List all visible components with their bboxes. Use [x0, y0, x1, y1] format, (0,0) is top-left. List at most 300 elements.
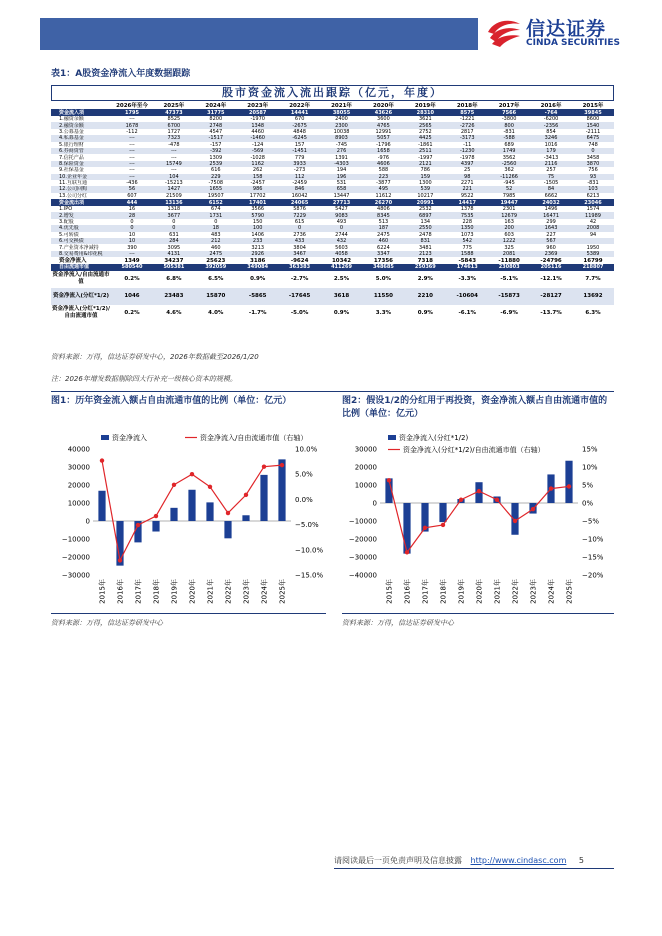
table-cell: 150: [252, 219, 263, 226]
table-cell: 2301: [502, 206, 516, 213]
table-cell: -831: [503, 128, 515, 135]
table-cell: 39845: [572, 109, 614, 116]
table-cell: 3186: [250, 257, 266, 264]
table-cell: -1.7%: [248, 310, 267, 317]
table-cell: -588: [488, 135, 530, 141]
y-left-tick-label: −30000: [348, 553, 377, 562]
table-cell: -5.0%: [290, 310, 309, 317]
line-point: [531, 507, 535, 511]
table-cell: 0: [153, 225, 195, 231]
table-cell: -2560: [488, 161, 530, 167]
table-cell: 411269: [321, 264, 363, 270]
column-header: [51, 102, 111, 109]
table-cell: 221: [446, 186, 488, 192]
table-cell: -5843: [458, 257, 477, 264]
header-bar: [40, 18, 478, 50]
bar: [98, 491, 105, 521]
table-cell: 4848: [293, 128, 306, 135]
table-cell: 3562: [502, 154, 516, 161]
table-cell: 19447: [488, 199, 530, 206]
table-cell: -11880: [498, 257, 520, 264]
table-cell: 7535: [446, 212, 488, 218]
table-cell: -6.9%: [500, 310, 518, 317]
table-cell: 1350: [446, 225, 488, 231]
y-right-tick-label: −15%: [582, 553, 604, 562]
table-cell: 223: [362, 174, 404, 180]
legend-bar-label: 资金净流入(分红*1/2): [399, 434, 469, 442]
table-cell: 10038: [333, 128, 350, 135]
table-cell: 196: [321, 174, 363, 180]
y-left-tick-label: −30000: [61, 571, 90, 580]
table-cell: -1978: [459, 154, 475, 161]
table-cell: 7566: [488, 109, 530, 116]
y-left-tick-label: 30000: [354, 445, 377, 454]
x-tick-label: 2020年: [475, 579, 484, 604]
table-cell: -6245: [279, 135, 321, 141]
table-cell: 4806: [377, 206, 390, 213]
table-cell: 6662: [544, 192, 558, 199]
table-cell: 94: [589, 231, 597, 238]
table-cell: -11: [463, 141, 472, 148]
table-cell: -3800: [501, 116, 517, 123]
table-cell: 4397: [446, 161, 488, 167]
table-cell: 25: [464, 167, 471, 174]
table-cell: 5790: [237, 212, 279, 218]
table-cell: -392: [195, 148, 237, 154]
x-tick-label: 2023年: [529, 579, 538, 604]
line-point: [100, 458, 104, 462]
table-cell: 4131: [153, 251, 195, 257]
table-cell: 284: [153, 238, 195, 244]
table-cell: 10: [128, 231, 136, 238]
table-cell: 5057: [362, 135, 404, 141]
table-cell: 800: [488, 122, 530, 128]
table-cell: 2539: [195, 161, 237, 167]
brand-name-cn: 信达证券: [526, 18, 607, 40]
x-tick-label: 2021年: [206, 579, 215, 604]
table-cell: 1574: [586, 206, 600, 213]
table-cell: 2081: [488, 251, 530, 257]
figure1-title: 图1：历年资金流入额占自由流通市值的比例（单位：亿元）: [51, 396, 292, 406]
table-cell: 2116: [530, 161, 572, 167]
table-cell: 187: [362, 225, 404, 231]
table-cell: -15213: [165, 180, 183, 187]
table-cell: 27713: [321, 199, 363, 206]
table-cell: 2.5%: [333, 276, 350, 283]
y-right-tick-label: 0%: [582, 499, 594, 508]
table-cell: ---: [111, 161, 153, 167]
table-cell: 1162: [237, 161, 279, 167]
table-cell: 6897: [404, 212, 446, 218]
table-cell: 0.9%: [333, 310, 350, 317]
table-cell: 10342: [331, 257, 352, 264]
table-cell: 567: [530, 238, 572, 244]
table-cell: -2356: [530, 122, 572, 128]
table-cell: 230803: [488, 264, 530, 270]
line-point: [567, 484, 571, 488]
table-cell: 42: [589, 219, 597, 226]
table-cell: -478: [168, 141, 180, 148]
table-cell: 580540: [111, 264, 153, 270]
table-cell: -1230: [446, 148, 488, 154]
row-label: 3.配股: [59, 219, 74, 226]
table-cell: 0: [214, 219, 218, 226]
table-cell: -5.1%: [500, 276, 518, 283]
table-cell: 47373: [153, 109, 195, 116]
table-cell: 4547: [209, 128, 223, 135]
table-cell: 748: [588, 141, 598, 148]
footer-url-link[interactable]: http://www.cindasc.com: [470, 856, 567, 865]
table-cell: 986: [237, 186, 279, 192]
table-cell: ---: [171, 154, 177, 161]
table-cell: 299: [546, 219, 556, 226]
x-tick-label: 2024年: [547, 579, 556, 604]
table-cell: 227: [546, 231, 556, 238]
table-cell: 2210: [404, 288, 446, 305]
table-cell: 257: [546, 167, 556, 174]
table-cell: -745: [335, 141, 348, 148]
table-cell: 2008: [572, 225, 614, 231]
line-point: [208, 485, 212, 489]
table-cell: 98: [446, 174, 488, 180]
y-right-tick-label: −5%: [582, 517, 599, 526]
table-cell: 11550: [362, 288, 404, 305]
table-cell: 363383: [279, 264, 321, 270]
table-note: 注：2026年增发数据剔除四大行补充一级核心资本的规模。: [51, 375, 237, 383]
table-cell: 2300: [321, 122, 363, 128]
table-cell: 1300: [418, 180, 432, 187]
table-cell: 846: [279, 186, 321, 192]
column-header: 2020年: [373, 102, 394, 109]
table-cell: ---: [129, 154, 135, 161]
table-cell: 444: [111, 199, 153, 206]
table-cell: 6224: [377, 244, 390, 251]
table-cell: -2111: [585, 128, 601, 135]
table-cell: 13447: [333, 192, 350, 199]
table-cell: -764: [530, 109, 572, 116]
table-cell: 34237: [164, 257, 184, 264]
table-cell: 3095: [167, 244, 181, 251]
table-cell: 1046: [111, 288, 153, 305]
y-left-tick-label: 20000: [67, 481, 90, 490]
legend-line-label: 资金净流入(分红*1/2)/自由流通市值（右轴）: [403, 446, 545, 454]
table-cell: 5389: [572, 251, 614, 257]
x-tick-label: 2016年: [403, 579, 412, 604]
table-cell: -12.1%: [540, 276, 562, 283]
row-label: 自由流通市值: [51, 264, 111, 270]
table-cell: 2.9%: [417, 276, 433, 283]
table-cell: 4606: [362, 161, 404, 167]
table-cell: ---: [111, 148, 153, 154]
table-cell: 104: [153, 174, 195, 180]
table-header-row: [51, 102, 614, 109]
table-cell: 157: [294, 141, 305, 148]
table-row: [51, 288, 614, 305]
x-tick-label: 2018年: [152, 579, 161, 604]
table-cell: -2726: [446, 122, 488, 128]
bar: [206, 502, 213, 521]
table-cell: ---: [129, 167, 135, 174]
table-cell: -9624: [290, 257, 309, 264]
y-right-tick-label: 5.0%: [295, 470, 313, 479]
table-cell: 17356: [373, 257, 393, 264]
table-cell: 3467: [279, 251, 321, 257]
y-right-tick-label: −15.0%: [295, 571, 324, 580]
table-cell: 194: [336, 167, 347, 174]
table-cell: 7.7%: [585, 276, 601, 283]
line-point: [495, 498, 499, 502]
row-label: 5.银行理财: [59, 141, 84, 148]
table-row: [51, 199, 614, 206]
table-cell: 1678: [111, 122, 153, 128]
table-cell: 539: [404, 186, 446, 192]
table-cell: 607: [127, 192, 137, 199]
table-cell: -976: [377, 154, 390, 161]
table-cell: 2736: [293, 231, 306, 238]
table-cell: 1016: [544, 141, 558, 148]
table-cell: 3347: [362, 251, 404, 257]
table-cell: ---: [129, 141, 135, 148]
table-cell: 16471: [530, 212, 572, 218]
row-label: 资金净流入(分红*1/2): [51, 288, 111, 305]
table-cell: 56: [111, 186, 153, 192]
table-cell: 531: [336, 180, 347, 187]
table-cell: 6.3%: [585, 310, 601, 317]
table-cell: 460: [211, 244, 221, 251]
row-label: 3.公募基金: [59, 128, 84, 135]
y-right-tick-label: −20%: [582, 571, 604, 580]
legend-bar-label: 资金净流入: [112, 434, 147, 442]
x-tick-label: 2019年: [457, 579, 466, 604]
line-point: [244, 493, 248, 497]
table-cell: 12679: [488, 212, 530, 218]
x-tick-label: 2023年: [242, 579, 251, 604]
table-cell: 179: [530, 148, 572, 154]
table-cell: 43626: [362, 109, 404, 116]
table-cell: 20991: [404, 199, 446, 206]
row-label: 9.社保基金: [59, 167, 84, 174]
table-cell: 233: [237, 238, 279, 244]
table-cell: 3677: [153, 212, 195, 218]
table-cell: -1028: [250, 154, 265, 161]
table-cell: 6152: [195, 199, 237, 206]
figure2-source: 资料来源：万得，信达证券研发中心: [342, 619, 454, 627]
table-cell: 4765: [362, 122, 404, 128]
table-cell: 0.2%: [124, 310, 140, 317]
line-point: [387, 478, 391, 482]
table-cell: 2369: [530, 251, 572, 257]
table-cell: 6700: [153, 122, 195, 128]
table-cell: 14441: [279, 109, 321, 116]
table-cell: 0: [172, 219, 176, 226]
table-cell: 8345: [362, 212, 404, 218]
table-cell: 390: [127, 244, 137, 251]
table-title: 股市资金流入流出跟踪（亿元，年度）: [51, 85, 614, 101]
line-point: [118, 558, 122, 562]
table-cell: 18: [195, 225, 237, 231]
x-tick-label: 2018年: [439, 579, 448, 604]
table-source: 资料来源：万得，信达证券研发中心，2026年数据截至2026/1/20: [51, 353, 259, 361]
table-cell: -831: [587, 180, 599, 187]
table-cell: 775: [462, 244, 472, 251]
table-cell: 250369: [404, 264, 446, 270]
table-cell: 28310: [404, 109, 446, 116]
table-cell: 31775: [195, 109, 237, 116]
table-cell: 6213: [586, 192, 600, 199]
line-point: [262, 464, 266, 468]
table-cell: -1221: [459, 116, 475, 123]
table-cell: -945: [503, 180, 515, 187]
table-cell: 8903: [321, 135, 363, 141]
table-cell: 1318: [167, 206, 181, 213]
line-point: [423, 526, 427, 530]
y-left-tick-label: 10000: [67, 499, 90, 508]
y-right-tick-label: 15%: [582, 445, 598, 454]
row-label: 8.保险资金: [51, 161, 111, 167]
table-cell: 432: [321, 238, 363, 244]
table-cell: -124: [252, 141, 264, 148]
table-cell: 831: [404, 238, 446, 244]
table-cell: 20587: [237, 109, 279, 116]
column-header: 2019年: [414, 102, 436, 109]
table-cell: 276: [321, 148, 363, 154]
column-header: 2022年: [289, 102, 311, 109]
x-tick-label: 2015年: [98, 579, 107, 604]
row-label: 6.可交换债: [51, 238, 111, 244]
table-cell: 3933: [279, 161, 321, 167]
table-cell: 1391: [335, 154, 348, 161]
table-cell: 15749: [153, 161, 195, 167]
table-cell: -3173: [446, 135, 488, 141]
table-cell: 14417: [446, 199, 488, 206]
legend-line-label: 资金净流入/自由流通市值（右轴）: [200, 434, 308, 442]
table-cell: 4.6%: [166, 310, 182, 317]
table-cell: -4303: [321, 161, 363, 167]
table-cell: 505381: [153, 264, 195, 270]
table-cell: -1460: [237, 135, 279, 141]
table-cell: -3413: [543, 154, 559, 161]
row-label: 资金净流入/自由流通市值: [52, 272, 110, 286]
table-cell: 0: [321, 225, 363, 231]
table-cell: 5.0%: [375, 276, 392, 283]
table-cell: 7323: [153, 135, 195, 141]
row-label: 7.信托产品: [59, 154, 84, 161]
table-cell: 8525: [167, 116, 181, 123]
row-label: 13.公司分红: [59, 192, 87, 199]
figure1-source: 资料来源：万得，信达证券研发中心: [51, 619, 163, 627]
table-section-title: 表1：A股资金净流入年度数据跟踪: [51, 69, 191, 79]
table-cell: 615: [294, 219, 305, 226]
column-header: 2017年: [498, 102, 520, 109]
y-left-tick-label: 0: [85, 517, 90, 526]
table-cell: 4460: [251, 128, 265, 135]
table-cell: 8575: [446, 109, 488, 116]
x-tick-label: 2024年: [260, 579, 269, 604]
y-left-tick-label: 30000: [67, 463, 90, 472]
table-cell: 24032: [530, 199, 572, 206]
table-cell: 13692: [572, 288, 614, 305]
table-cell: 6.5%: [208, 276, 224, 283]
legend-bar-swatch: [388, 435, 396, 440]
table-cell: 542: [446, 238, 488, 244]
table-cell: -6200: [543, 116, 559, 123]
table-cell: 779: [294, 154, 305, 161]
table-cell: 1795: [111, 109, 153, 116]
table-cell: 5876: [293, 206, 306, 213]
table-cell: -1517: [195, 135, 237, 141]
table-cell: -2457: [250, 180, 265, 187]
table-cell: 16042: [291, 192, 308, 199]
figure2-chart: [338, 425, 618, 615]
x-tick-label: 2015年: [385, 579, 394, 604]
table-cell: ---: [111, 135, 153, 141]
table-cell: 6.8%: [166, 276, 182, 283]
row-label: 8.交易费用&印花税: [51, 251, 111, 257]
x-tick-label: 2017年: [134, 579, 143, 604]
table-cell: ---: [153, 148, 195, 154]
x-tick-label: 2020年: [188, 579, 197, 604]
fund-flow-table: [51, 102, 614, 322]
bar: [242, 515, 249, 521]
table-cell: -569: [237, 148, 279, 154]
bar: [188, 490, 195, 521]
y-right-tick-label: 5%: [582, 481, 594, 490]
table-cell: -2459: [292, 180, 307, 187]
bar: [224, 521, 231, 538]
table-cell: 495: [362, 186, 404, 192]
footer-underline: [334, 868, 614, 869]
row-label: 4.优先股: [51, 225, 111, 231]
table-cell: 786: [420, 167, 431, 174]
table-cell: 25623: [206, 257, 226, 264]
table-cell: 17702: [249, 192, 266, 199]
table-cell: ---: [111, 251, 153, 257]
table-cell: 200: [488, 225, 530, 231]
table-cell: 1406: [251, 231, 265, 238]
table-cell: 2752: [418, 128, 432, 135]
table-cell: 513: [378, 219, 389, 226]
table-cell: 1749: [488, 148, 530, 154]
column-header: 2025年: [163, 102, 185, 109]
table-cell: 0: [111, 225, 153, 231]
table-cell: 348685: [362, 264, 404, 270]
figure1-divider: [51, 613, 326, 614]
table-cell: 9083: [321, 212, 363, 218]
table-cell: 2550: [404, 225, 446, 231]
table-cell: 1378: [460, 206, 474, 213]
page-number: 5: [578, 856, 584, 865]
figure2-title: 图2：假设1/2的分红用于再投资，资金净流入额占自由流通市值的比例（单位：亿元）: [342, 396, 608, 419]
table-cell: 8200: [209, 116, 223, 123]
row-label: 1.IPO: [59, 206, 73, 213]
table-cell: 2475: [377, 231, 390, 238]
column-header: 2026年至今: [116, 102, 148, 109]
y-right-tick-label: 10.0%: [295, 445, 318, 454]
table-cell: 854: [546, 128, 556, 135]
table-cell: 433: [279, 238, 321, 244]
table-cell: 588: [378, 167, 389, 174]
table-cell: 38055: [321, 109, 363, 116]
table-cell: 0: [572, 148, 614, 154]
row-label: 资金流入项: [51, 109, 111, 116]
table-cell: 1348: [237, 122, 279, 128]
table-cell: ---: [111, 174, 153, 180]
figure1-chart: [51, 425, 331, 615]
table-cell: 4058: [321, 251, 363, 257]
table-cell: 75: [530, 174, 572, 180]
y-right-tick-label: −10.0%: [295, 546, 324, 555]
y-left-tick-label: −20000: [61, 553, 90, 562]
